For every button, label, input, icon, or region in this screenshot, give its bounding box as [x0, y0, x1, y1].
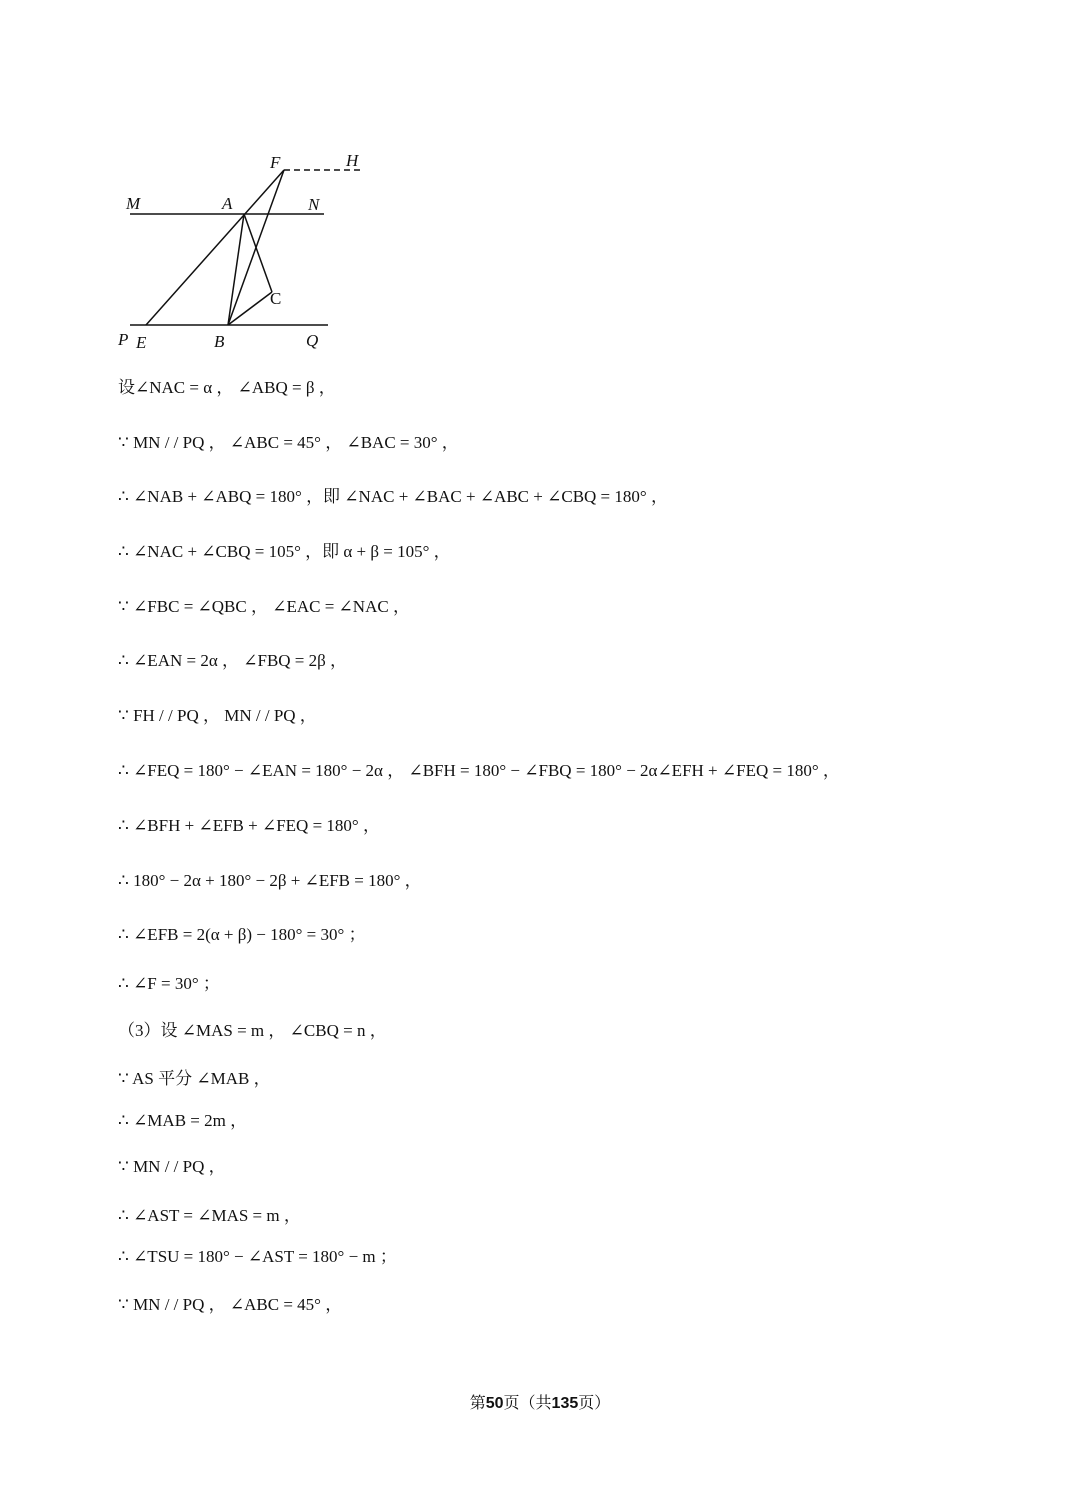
label-q: Q: [306, 331, 319, 350]
solution-line: ∵ AS 平分 ∠MAB ，: [118, 1069, 271, 1088]
footer-suffix: 页）: [578, 1393, 611, 1412]
solution-line: ∴ ∠F = 30° ；: [118, 974, 220, 993]
label-c: C: [270, 289, 282, 308]
footer-total-pages: 135: [551, 1395, 579, 1412]
solution-line: 设∠NAC = α ， ∠ABQ = β ，: [118, 378, 336, 397]
label-a: A: [222, 194, 233, 213]
footer-page-number: 50: [485, 1395, 504, 1412]
footer-prefix: 第: [469, 1393, 486, 1412]
solution-line: ∵ ∠FBC = ∠QBC ， ∠EAC = ∠NAC ，: [118, 597, 410, 616]
solution-line: ∴ ∠BFH + ∠EFB + ∠FEQ = 180° ，: [118, 816, 380, 835]
geometry-figure: [108, 146, 378, 356]
label-f: F: [270, 153, 281, 172]
label-b: B: [214, 332, 225, 351]
solution-line: ∴ ∠EFB = 2(α + β) − 180° = 30° ；: [118, 925, 366, 944]
solution-line: ∵ FH / / PQ ， MN / / PQ ，: [118, 706, 317, 725]
solution-line: ∵ MN / / PQ ， ∠ABC = 45° ， ∠BAC = 30° ，: [118, 433, 459, 452]
page-footer: [0, 1390, 1080, 1413]
solution-line: ∴ ∠FEQ = 180° − ∠EAN = 180° − 2α ， ∠BFH = 180° − ∠FBQ = 180° − 2α∠EFH + ∠FEQ = 180° ，: [118, 761, 840, 780]
solution-line: ∴ ∠AST = ∠MAS = m ，: [118, 1206, 301, 1225]
segment-ef: [146, 170, 284, 325]
geometry-diagram: [108, 146, 378, 356]
label-n: N: [308, 195, 320, 214]
segment-ac: [244, 214, 272, 292]
solution-line: ∵ MN / / PQ ，: [118, 1157, 226, 1176]
label-h: H: [346, 151, 359, 170]
solution-line: ∵ MN / / PQ ， ∠ABC = 45° ，: [118, 1295, 343, 1314]
footer-mid: 页（共: [503, 1393, 552, 1412]
solution-line: ∴ ∠MAB = 2m ，: [118, 1111, 248, 1130]
solution-line: （3）设 ∠MAS = m ， ∠CBQ = n ，: [118, 1021, 387, 1040]
solution-line: ∴ ∠TSU = 180° − ∠AST = 180° − m ；: [118, 1247, 397, 1266]
label-e: E: [136, 333, 147, 352]
solution-line: ∴ ∠EAN = 2α ， ∠FBQ = 2β ，: [118, 651, 348, 670]
solution-line: ∴ 180° − 2α + 180° − 2β + ∠EFB = 180° ，: [118, 871, 422, 890]
label-m: M: [126, 194, 141, 213]
solution-line: ∴ ∠NAC + ∠CBQ = 105° ，即 α + β = 105° ，: [118, 542, 451, 561]
solution-line: ∴ ∠NAB + ∠ABQ = 180° ，即 ∠NAC + ∠BAC + ∠ABC + ∠CBQ = 180° ，: [118, 487, 668, 506]
label-p: P: [118, 330, 129, 349]
